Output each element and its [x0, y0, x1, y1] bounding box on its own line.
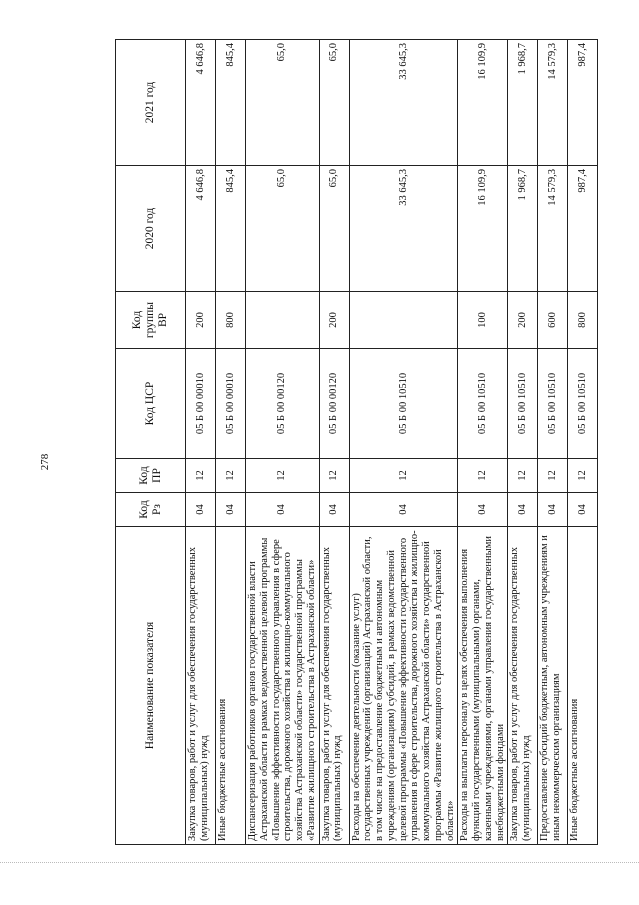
header-pr: Код ПР: [116, 459, 186, 493]
row-name: Диспансеризация работников органов государственной власти Астраханской области в рамках ведомственной целевой программы «Повышение эффективности государственного управления в сфере строительства, дорожного хозяйства и жилищно-коммунального хозяйства Астраханской области» государственной программы «Развитие жилищного строительства в Астраханской области»: [246, 527, 320, 845]
row-2020: 14 579,3: [538, 166, 568, 292]
table-row: [246, 40, 320, 845]
row-rz: 04: [186, 493, 216, 527]
header-name: Наименование показателя: [116, 527, 186, 845]
row-rz: 04: [508, 493, 538, 527]
row-vr: 800: [568, 292, 598, 349]
row-csr: 05 Б 00 00010: [216, 349, 246, 459]
row-2021: 14 579,3: [538, 40, 568, 166]
row-name: Закупка товаров, работ и услуг для обеспечения государственных (муниципальных) нужд: [186, 527, 216, 845]
row-2020: 65,0: [319, 166, 349, 292]
row-name: Закупка товаров, работ и услуг для обеспечения государственных (муниципальных) нужд: [319, 527, 349, 845]
row-vr: [349, 292, 458, 349]
row-pr: 12: [216, 459, 246, 493]
row-vr: 600: [538, 292, 568, 349]
row-2020: 987,4: [568, 166, 598, 292]
row-rz: 04: [538, 493, 568, 527]
row-vr: 200: [319, 292, 349, 349]
row-pr: 12: [246, 459, 320, 493]
header-csr: Код ЦСР: [116, 349, 186, 459]
row-2021: 845,4: [216, 40, 246, 166]
row-rz: 04: [458, 493, 508, 527]
row-vr: [246, 292, 320, 349]
header-2020: 2020 год: [116, 166, 186, 292]
row-2021: 987,4: [568, 40, 598, 166]
row-rz: 04: [349, 493, 458, 527]
row-csr: 05 Б 00 10510: [458, 349, 508, 459]
row-2021: 65,0: [246, 40, 320, 166]
row-vr: 800: [216, 292, 246, 349]
row-pr: 12: [186, 459, 216, 493]
row-csr: 05 Б 00 10510: [568, 349, 598, 459]
table-row: [508, 40, 538, 845]
row-2021: 65,0: [319, 40, 349, 166]
row-pr: 12: [568, 459, 598, 493]
table-row: [319, 40, 349, 845]
row-2020: 845,4: [216, 166, 246, 292]
table-header-row: [116, 40, 186, 845]
row-2021: 33 645,3: [349, 40, 458, 166]
row-pr: 12: [508, 459, 538, 493]
table-row: [186, 40, 216, 845]
header-rz: Код Рз: [116, 493, 186, 527]
budget-table-rotated: [115, 40, 588, 845]
row-rz: 04: [246, 493, 320, 527]
row-2020: 1 968,7: [508, 166, 538, 292]
row-name: Расходы на выплаты персоналу в целях обеспечения выполнения функций государственными (муниципальными) органами, казенными учреждениями, органами управления государственными внебюджетными фондами: [458, 527, 508, 845]
row-csr: 05 Б 00 00010: [186, 349, 216, 459]
row-2020: 65,0: [246, 166, 320, 292]
row-pr: 12: [458, 459, 508, 493]
row-2021: 16 109,9: [458, 40, 508, 166]
page-number: 278: [39, 453, 51, 471]
table-row: [538, 40, 568, 845]
table-row: [216, 40, 246, 845]
table-row: [349, 40, 458, 845]
header-vr: Код группы ВР: [116, 292, 186, 349]
row-2020: 4 646,8: [186, 166, 216, 292]
row-rz: 04: [216, 493, 246, 527]
row-2021: 4 646,8: [186, 40, 216, 166]
row-csr: 05 Б 00 10510: [508, 349, 538, 459]
row-csr: 05 Б 00 00120: [246, 349, 320, 459]
row-pr: 12: [319, 459, 349, 493]
scan-edge-divider: [0, 862, 639, 863]
row-2020: 33 645,3: [349, 166, 458, 292]
row-2021: 1 968,7: [508, 40, 538, 166]
row-rz: 04: [319, 493, 349, 527]
row-name: Закупка товаров, работ и услуг для обеспечения государственных (муниципальных) нужд: [508, 527, 538, 845]
row-vr: 100: [458, 292, 508, 349]
row-rz: 04: [568, 493, 598, 527]
row-name: Расходы на обеспечение деятельности (оказание услуг) государственных учреждений (организаций) Астраханской области, в том числе на предоставление бюджетным и автономным учреждениям (организациям) субсидий, в рамках ведомственной целевой программы «Повышение эффективности государственного управления в сфере строительства, дорожного хозяйства и жилищно-коммунального хозяйства Астраханской области» государственной программы «Развитие жилищного строительства в Астраханской области»: [349, 527, 458, 845]
table-row: [568, 40, 598, 845]
row-name: Предоставление субсидий бюджетным, автономным учреждениям и иным некоммерческим организациям: [538, 527, 568, 845]
row-name: Иные бюджетные ассигнования: [216, 527, 246, 845]
row-2020: 16 109,9: [458, 166, 508, 292]
row-csr: 05 Б 00 00120: [319, 349, 349, 459]
row-pr: 12: [538, 459, 568, 493]
row-vr: 200: [186, 292, 216, 349]
row-vr: 200: [508, 292, 538, 349]
row-csr: 05 Б 00 10510: [538, 349, 568, 459]
header-2021: 2021 год: [116, 40, 186, 166]
table-row: [458, 40, 508, 845]
budget-table: [115, 39, 598, 845]
row-pr: 12: [349, 459, 458, 493]
row-name: Иные бюджетные ассигнования: [568, 527, 598, 845]
row-csr: 05 Б 00 10510: [349, 349, 458, 459]
